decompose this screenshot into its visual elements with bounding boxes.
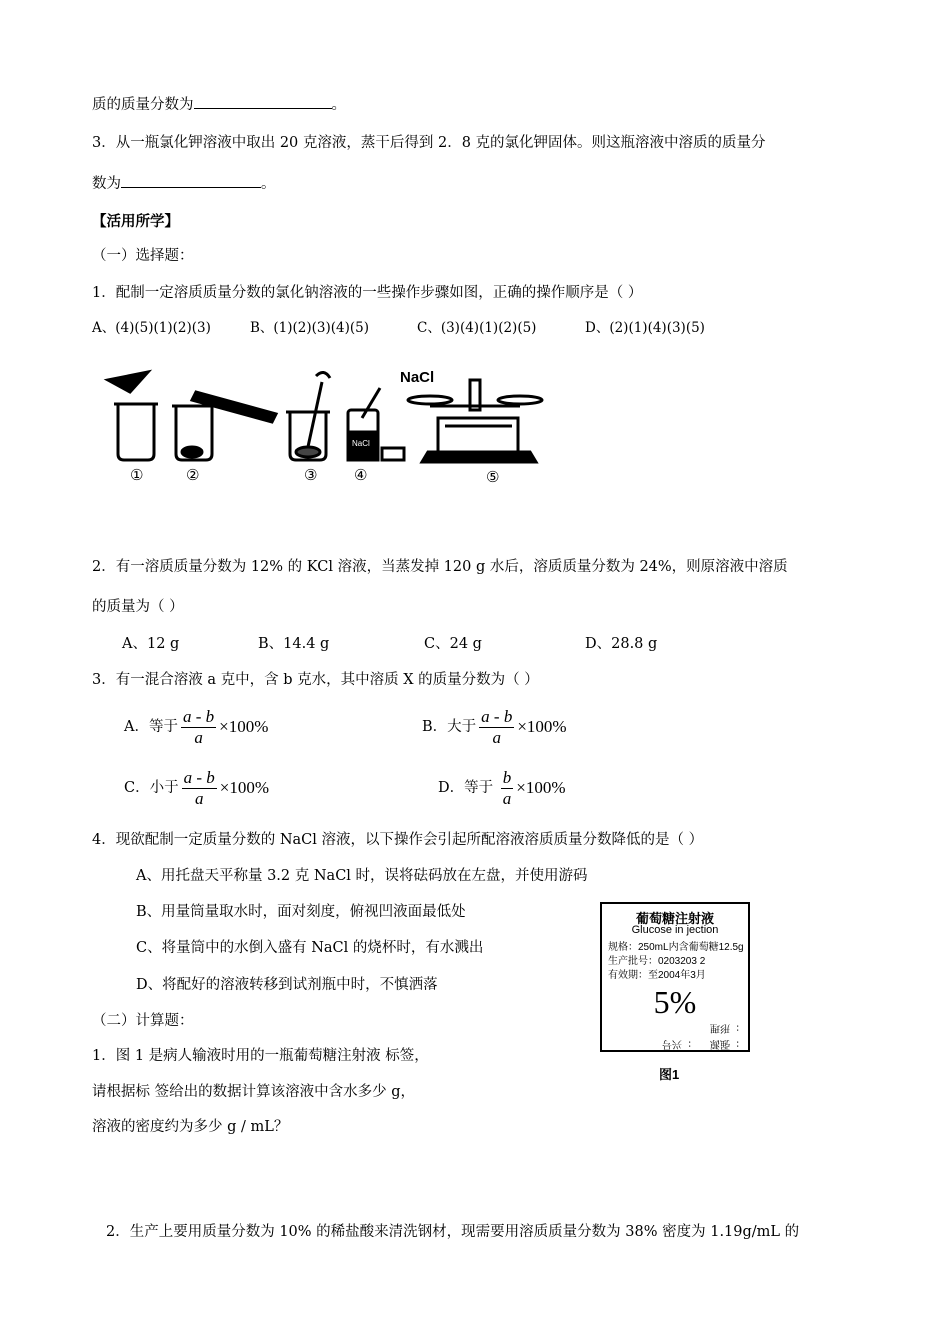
fill-q3-line1: 3．从一瓶氯化钾溶液中取出 20 克溶液，蒸干后得到 2．8 克的氯化钾固体。则这瓶溶液中溶质的质量分 — [92, 135, 766, 151]
calc-q2-line1: 2．生产上要用质量分数为 10% 的稀盐酸来清洗钢材，现需要用溶质质量分数为 38% 密度为 1.19g/mL 的 — [106, 1224, 800, 1240]
mcq4-option-d[interactable]: D、将配好的溶液转移到试剂瓶中时，不慎洒落 — [136, 977, 438, 993]
label-expiry: 有效期：至2004年3月 — [608, 970, 706, 981]
mcq4-option-c[interactable]: C、将量筒中的水倒入盛有 NaCl 的烧杯时，有水溅出 — [136, 940, 484, 956]
step2-pour-icon — [172, 392, 276, 460]
fill-q3-text: 数为 — [92, 176, 121, 192]
figure-label-3: ③ — [304, 466, 318, 484]
figure-label-1: ① — [130, 466, 144, 484]
mcq4-option-b[interactable]: B、用量筒量取水时，面对刻度，俯视凹液面最低处 — [136, 904, 466, 920]
percent-factor: ×100% — [219, 778, 270, 797]
mcq1-option-c[interactable]: C、(3)(4)(1)(2)(5) — [417, 320, 537, 336]
section-title: 【活用所学】 — [92, 213, 179, 230]
step1-beaker-icon — [108, 372, 158, 460]
calc-q1-line2: 请根据标 签给出的数据计算该溶液中含水多少 g， — [92, 1084, 415, 1100]
step3-stir-icon — [286, 372, 330, 460]
figure-label-4: ④ — [354, 466, 368, 484]
calc-q1-line3: 溶液的密度约为多少 g / mL？ — [92, 1119, 289, 1135]
mcq1-option-a[interactable]: A、(4)(5)(1)(2)(3) — [92, 320, 211, 336]
percent-factor: ×100% — [219, 717, 269, 736]
label-rotated-text: ：形理 — [710, 1022, 740, 1033]
label-title: 葡萄糖注射液 — [635, 911, 714, 926]
numerator: a - b — [182, 706, 215, 726]
part-calc-title: （二）计算题： — [92, 1013, 194, 1029]
percent-factor: ×100% — [517, 717, 567, 736]
part-choice-title: （一）选择题： — [92, 248, 194, 264]
mcq3-option-d[interactable] — [438, 767, 566, 809]
mcq2-option-a[interactable]: A、12 g — [122, 636, 180, 652]
fraction — [181, 707, 216, 748]
fill-q3-line2 — [92, 173, 276, 194]
glucose-label-figure — [600, 902, 750, 1052]
label-subtitle: Glucose in jection — [631, 924, 719, 936]
numerator: b — [502, 767, 512, 787]
nacl-label: NaCl — [400, 369, 435, 386]
mcq2-option-b[interactable]: B、14.4 g — [258, 636, 330, 652]
step4-reagent-jar-icon — [348, 388, 404, 460]
percent-factor: ×100% — [516, 778, 566, 797]
option-prefix: A．等于 — [124, 719, 178, 735]
denominator: a — [194, 788, 204, 808]
mcq1-option-d[interactable]: D、(2)(1)(4)(3)(5) — [585, 320, 705, 336]
option-prefix: D．等于 — [438, 780, 494, 796]
denominator: a — [492, 727, 501, 747]
jar-label: NaCl — [352, 439, 370, 448]
fill-q3-end: 。 — [261, 176, 276, 192]
mcq2-stem-line1: 2．有一溶质质量分数为 12% 的 KCl 溶液，当蒸发掉 120 g 水后，溶质质量分数为 24%，则原溶液中溶质 — [92, 559, 788, 575]
mcq3-option-b[interactable] — [422, 706, 567, 748]
mcq2-option-d[interactable]: D、28.8 g — [585, 636, 658, 652]
option-prefix: C．小于 — [124, 780, 179, 796]
mcq2-stem-line2: 的质量为（ ） — [92, 599, 184, 615]
fraction — [501, 768, 514, 809]
denominator: a — [502, 788, 512, 808]
mcq3-option-c[interactable] — [124, 767, 269, 809]
mcq3-stem: 3．有一混合溶液 a 克中，含 b 克水，其中溶质 X 的质量分数为（ ） — [92, 672, 539, 688]
step5-balance-icon — [408, 380, 542, 462]
label-spec: 规格：250mL内含葡萄糖12.5g — [608, 942, 744, 953]
mcq4-option-a[interactable]: A、用托盘天平称量 3.2 克 NaCl 时，误将砝码放在左盘，并使用游码 — [136, 868, 588, 884]
prev-question-line — [92, 94, 346, 115]
mcq3-option-a[interactable] — [124, 706, 268, 748]
figure-label-5: ⑤ — [486, 468, 500, 486]
numerator: a - b — [183, 767, 215, 787]
denominator: a — [194, 727, 203, 747]
figure-label-2: ② — [186, 466, 200, 484]
fraction — [479, 707, 514, 748]
mcq1-stem: 1．配制一定溶质质量分数的氯化钠溶液的一些操作步骤如图，正确的操作顺序是（ ） — [92, 285, 643, 301]
option-prefix: B．大于 — [422, 719, 477, 735]
answer-blank[interactable] — [194, 94, 332, 109]
label-rotated-text: ：强源 — [710, 1038, 740, 1049]
lab-steps-figure — [100, 362, 560, 492]
label-rotated-text: ：兴号 — [662, 1038, 692, 1049]
figure-caption: 图1 — [659, 1067, 680, 1082]
prev-line-end: 。 — [331, 97, 346, 113]
prev-line-text: 质的质量分数为 — [92, 97, 194, 113]
calc-q1-line1: 1．图 1 是病人输液时用的一瓶葡萄糖注射液 标签， — [92, 1048, 429, 1064]
numerator: a - b — [481, 706, 513, 726]
label-concentration: 5% — [653, 984, 697, 1020]
mcq4-stem: 4．现欲配制一定质量分数的 NaCl 溶液，以下操作会引起所配溶液溶质质量分数降低的是（ ） — [92, 832, 704, 848]
fraction — [182, 768, 217, 809]
mcq1-option-b[interactable]: B、(1)(2)(3)(4)(5) — [250, 320, 370, 336]
mcq2-option-c[interactable]: C、24 g — [424, 636, 482, 652]
label-batch: 生产批号：0203203 2 — [608, 956, 706, 967]
answer-blank[interactable] — [121, 173, 261, 188]
